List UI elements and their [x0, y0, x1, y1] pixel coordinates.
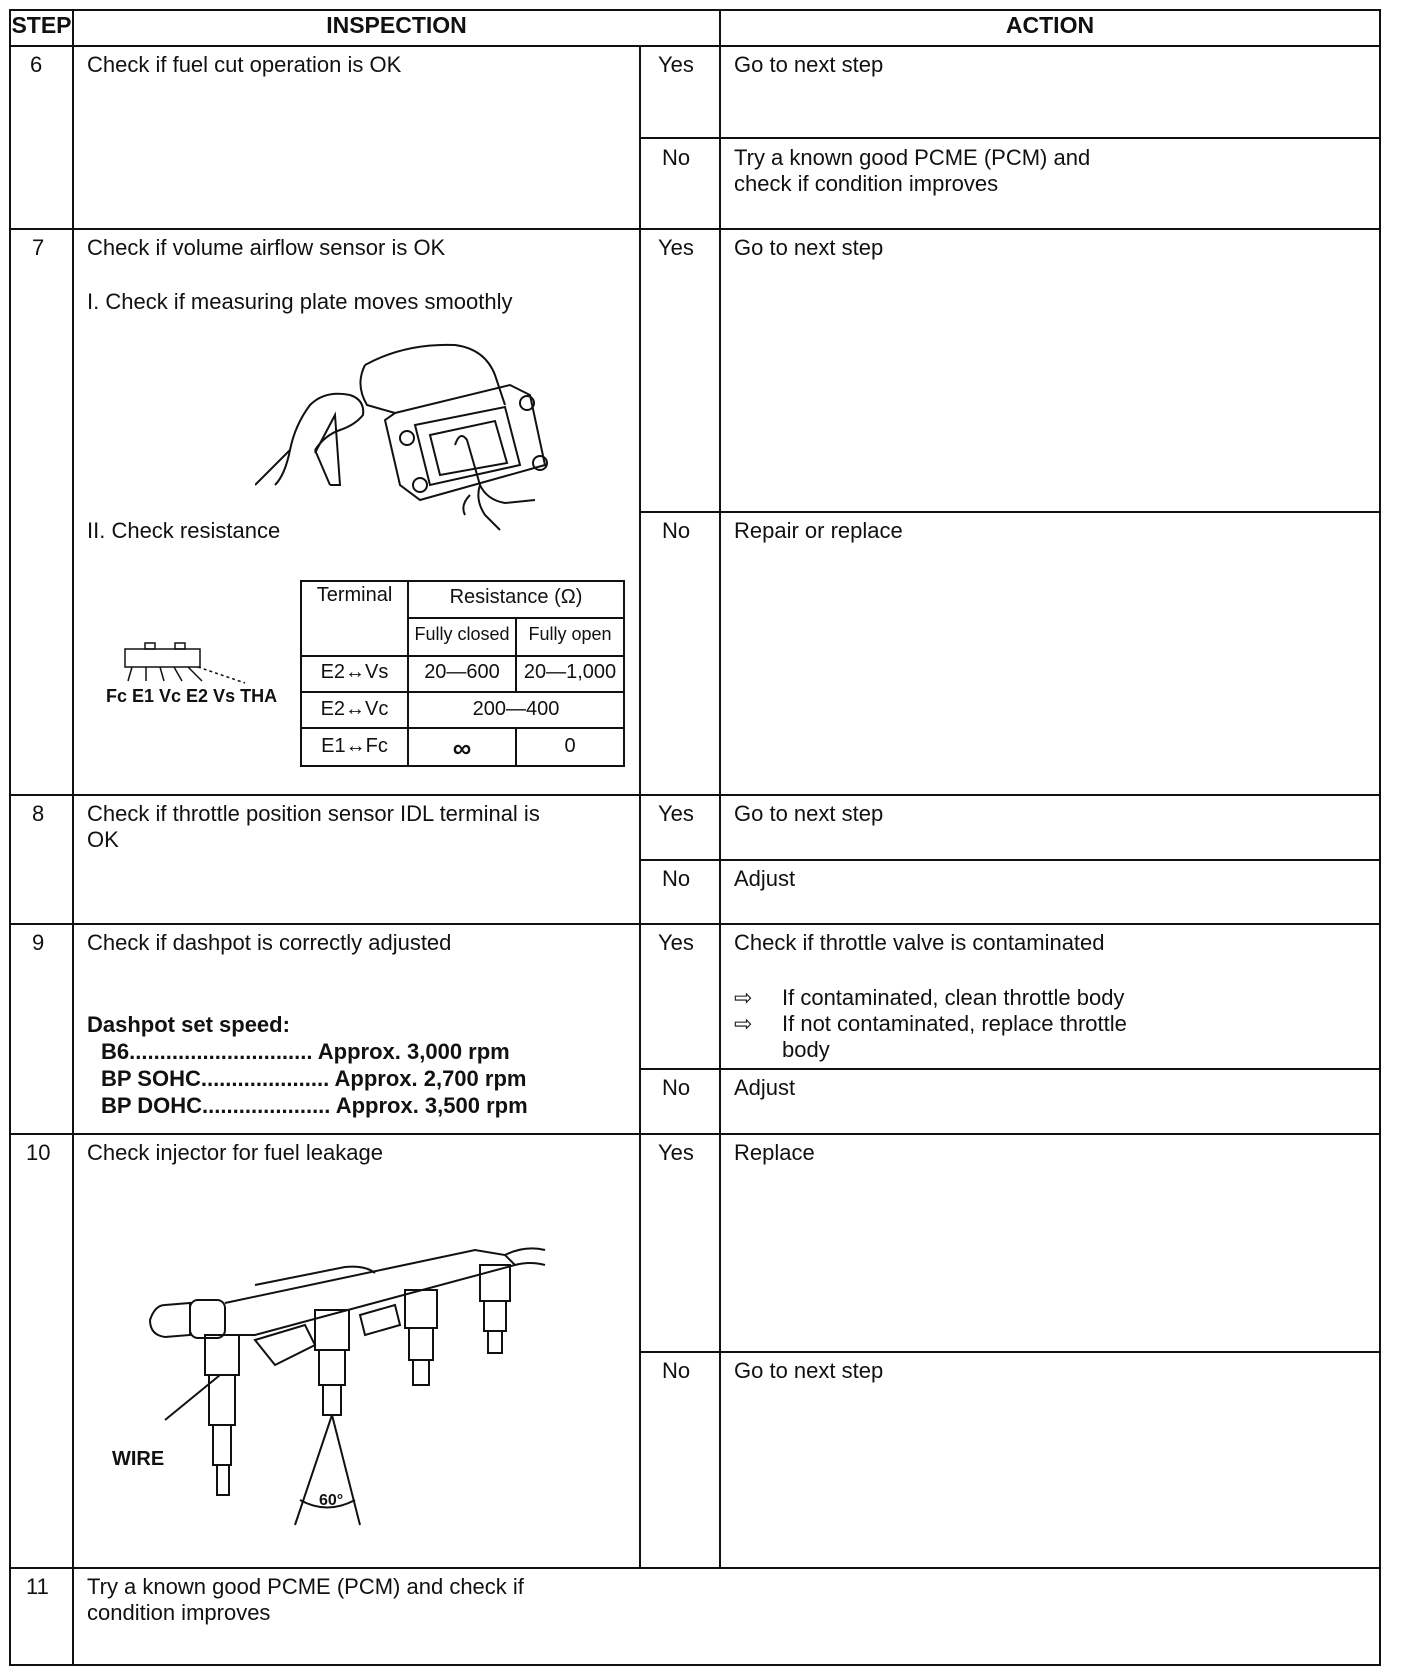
inspection-subtext: I. Check if measuring plate moves smoothly — [87, 289, 513, 314]
connector-labels: Fc E1 Vc E2 Vs THA — [106, 686, 278, 706]
resistance-terminal: E1↔Fc — [321, 735, 388, 757]
yes-label: Yes — [658, 801, 694, 826]
inspection-text: condition improves — [87, 1600, 271, 1625]
step-number: 9 — [32, 930, 45, 955]
inspection-text: Check if volume airflow sensor is OK — [87, 235, 446, 260]
step-number: 7 — [32, 235, 45, 260]
yes-label: Yes — [658, 1140, 694, 1165]
no-label: No — [662, 866, 691, 891]
resistance-col-resistance: Resistance (Ω) — [449, 586, 583, 608]
no-label: No — [662, 1358, 691, 1383]
action-subtext: If contaminated, clean throttle body — [782, 985, 1125, 1010]
inspection-subtext: II. Check resistance — [87, 518, 281, 543]
step-number: 10 — [26, 1140, 51, 1165]
resistance-sub-closed: Fully closed — [414, 624, 510, 644]
spec-line: BP DOHC..................... Approx. 3,500 rpm — [101, 1093, 528, 1118]
inspection-text: Check if throttle position sensor IDL terminal is — [87, 801, 540, 826]
yes-label: Yes — [658, 235, 694, 260]
resistance-col-terminal: Terminal — [316, 584, 393, 606]
yes-label: Yes — [658, 52, 694, 77]
action-text: Go to next step — [734, 52, 884, 77]
action-text: Go to next step — [734, 1358, 884, 1383]
arrow-icon: ⇨ — [734, 1011, 753, 1036]
inspection-text: Check if dashpot is correctly adjusted — [87, 930, 452, 955]
action-text: Try a known good PCME (PCM) and — [734, 145, 1091, 170]
action-subtext: If not contaminated, replace throttle — [782, 1011, 1127, 1036]
arrow-icon: ⇨ — [734, 985, 753, 1010]
action-text: Check if throttle valve is contaminated — [734, 930, 1105, 955]
step-number: 11 — [26, 1574, 49, 1599]
header-action: ACTION — [1005, 12, 1095, 38]
header-step: STEP — [11, 12, 72, 38]
airflow-sensor-illustration — [255, 335, 575, 535]
action-text: Go to next step — [734, 235, 884, 260]
resistance-value: 200—400 — [472, 698, 560, 720]
inspection-text: Try a known good PCME (PCM) and check if — [87, 1574, 524, 1599]
step-number: 8 — [32, 801, 45, 826]
no-label: No — [662, 518, 691, 543]
action-text: Replace — [734, 1140, 815, 1165]
step-number: 6 — [30, 52, 43, 77]
action-subtext: body — [782, 1037, 830, 1062]
resistance-terminal: E2↔Vs — [320, 661, 389, 683]
action-text: check if condition improves — [734, 171, 999, 196]
header-inspection: INSPECTION — [326, 12, 467, 38]
inspection-text: Check if fuel cut operation is OK — [87, 52, 402, 77]
action-text: Repair or replace — [734, 518, 903, 543]
inspection-text: Check injector for fuel leakage — [87, 1140, 383, 1165]
action-text: Adjust — [734, 866, 796, 891]
action-text: Go to next step — [734, 801, 884, 826]
spec-line: BP SOHC..................... Approx. 2,700 rpm — [101, 1066, 527, 1091]
inspection-text: OK — [87, 827, 119, 852]
spec-title: Dashpot set speed: — [87, 1012, 290, 1037]
no-label: No — [662, 145, 691, 170]
resistance-value: 20—600 — [424, 661, 500, 683]
resistance-value: 20—1,000 — [523, 661, 617, 683]
resistance-value: 0 — [564, 735, 576, 757]
wire-label: WIRE — [112, 1448, 165, 1470]
action-text: Adjust — [734, 1075, 796, 1100]
no-label: No — [662, 1075, 691, 1100]
angle-label: 60° — [319, 1492, 344, 1509]
spec-line: B6.............................. Approx. 3,000 rpm — [101, 1039, 510, 1064]
resistance-terminal: E2↔Vc — [320, 698, 389, 720]
resistance-value: ∞ — [452, 733, 472, 763]
connector-illustration — [110, 625, 290, 685]
yes-label: Yes — [658, 930, 694, 955]
resistance-sub-open: Fully open — [528, 624, 612, 644]
